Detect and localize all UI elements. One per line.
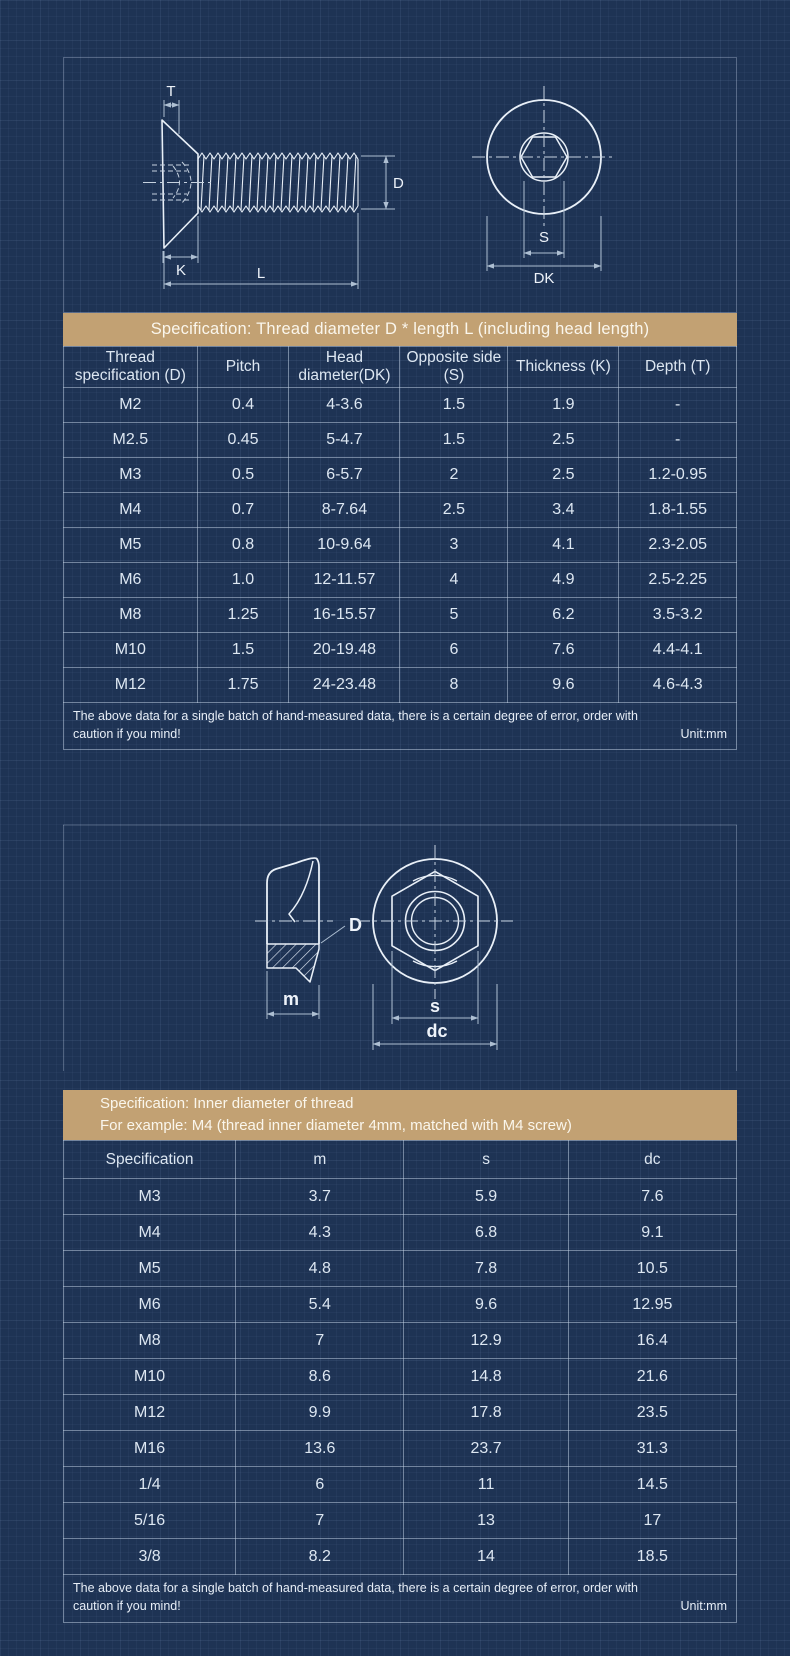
table-cell: 6: [400, 633, 508, 668]
table-cell: 4.1: [508, 528, 619, 563]
table-cell: 16.4: [568, 1323, 736, 1359]
screw-spec-table: [63, 346, 737, 703]
table-cell: 12.95: [568, 1287, 736, 1323]
column-header: Thickness (K): [508, 347, 619, 388]
table-cell: M3: [64, 1179, 236, 1215]
table-cell: 3/8: [64, 1539, 236, 1575]
table-cell: 23.5: [568, 1395, 736, 1431]
table-cell: 16-15.57: [289, 598, 400, 633]
table-row: [64, 1395, 737, 1431]
table-row: [64, 633, 737, 668]
table-row: [64, 423, 737, 458]
table-cell: 2.5: [508, 423, 619, 458]
table-cell: 9.6: [404, 1287, 568, 1323]
table-cell: 0.4: [197, 388, 289, 423]
nut-side-view: [267, 858, 319, 982]
table-header-row: [64, 347, 737, 388]
nut-spec-table: [63, 1140, 737, 1575]
table-header-row: [64, 1141, 737, 1179]
table-cell: 0.8: [197, 528, 289, 563]
nut-front-centerlines: [357, 845, 513, 999]
table-cell: 1.25: [197, 598, 289, 633]
table-cell: 13.6: [236, 1431, 404, 1467]
table-row: [64, 493, 737, 528]
screw-table-note: [63, 703, 737, 750]
table-cell: 14: [404, 1539, 568, 1575]
table-cell: 2: [400, 458, 508, 493]
table-cell: 1.5: [400, 388, 508, 423]
table-cell: M16: [64, 1431, 236, 1467]
table-cell: M6: [64, 563, 198, 598]
table-cell: -: [619, 388, 737, 423]
spec-header-nut-line1: Specification: Inner diameter of thread: [100, 1095, 354, 1113]
table-row: [64, 1503, 737, 1539]
screw-drawing-frame: [63, 57, 737, 313]
table-cell: 3.4: [508, 493, 619, 528]
table-cell: 6.2: [508, 598, 619, 633]
table-cell: 4.6-4.3: [619, 668, 737, 703]
table-cell: M4: [64, 1215, 236, 1251]
table-cell: M3: [64, 458, 198, 493]
table-cell: 12.9: [404, 1323, 568, 1359]
table-cell: 2.5: [508, 458, 619, 493]
table-cell: 1.5: [400, 423, 508, 458]
table-cell: 2.3-2.05: [619, 528, 737, 563]
table-cell: 1.75: [197, 668, 289, 703]
table-cell: M4: [64, 493, 198, 528]
table-cell: 3.7: [236, 1179, 404, 1215]
table-cell: 1/4: [64, 1467, 236, 1503]
section-frame-lines: [63, 825, 737, 1071]
table-cell: 1.0: [197, 563, 289, 598]
table-cell: 10.5: [568, 1251, 736, 1287]
table-cell: 4.3: [236, 1215, 404, 1251]
table-cell: 7.6: [508, 633, 619, 668]
dim-label-D-nut: D: [349, 915, 362, 936]
table-cell: 2.5: [400, 493, 508, 528]
table-cell: 7.6: [568, 1179, 736, 1215]
dim-label-m: m: [282, 989, 300, 1010]
column-header: Pitch: [197, 347, 289, 388]
table-row: [64, 1251, 737, 1287]
dim-label-K: K: [175, 262, 187, 279]
table-row: [64, 1431, 737, 1467]
table-row: [64, 388, 737, 423]
table-cell: 5/16: [64, 1503, 236, 1539]
table-cell: 17.8: [404, 1395, 568, 1431]
screw-drawing: [64, 58, 738, 312]
table-row: [64, 668, 737, 703]
table-cell: 18.5: [568, 1539, 736, 1575]
table-cell: M8: [64, 1323, 236, 1359]
table-cell: 8.2: [236, 1539, 404, 1575]
table-cell: 8-7.64: [289, 493, 400, 528]
table-cell: 12-11.57: [289, 563, 400, 598]
table-cell: -: [619, 423, 737, 458]
table-cell: 4.8: [236, 1251, 404, 1287]
screw-front-centerlines: [472, 86, 616, 230]
table-cell: 13: [404, 1503, 568, 1539]
table-cell: 0.7: [197, 493, 289, 528]
dim-label-T: T: [166, 83, 176, 100]
column-header: Thread specification (D): [64, 347, 198, 388]
table-cell: 3: [400, 528, 508, 563]
table-cell: 0.45: [197, 423, 289, 458]
table-cell: 5.9: [404, 1179, 568, 1215]
table-cell: 9.9: [236, 1395, 404, 1431]
dim-label-D: D: [393, 175, 404, 192]
column-header: Specification: [64, 1141, 236, 1179]
table-cell: 9.6: [508, 668, 619, 703]
table-cell: 6.8: [404, 1215, 568, 1251]
table-cell: M12: [64, 1395, 236, 1431]
table-cell: 7.8: [404, 1251, 568, 1287]
table-cell: 7: [236, 1503, 404, 1539]
table-cell: 2.5-2.25: [619, 563, 737, 598]
spec-header-nut: [63, 1090, 737, 1140]
table-cell: 14.5: [568, 1467, 736, 1503]
table-cell: M2.5: [64, 423, 198, 458]
column-header: Opposite side (S): [400, 347, 508, 388]
table-row: [64, 1215, 737, 1251]
dim-label-DK: DK: [533, 270, 555, 287]
table-row: [64, 563, 737, 598]
table-cell: M12: [64, 668, 198, 703]
table-row: [64, 598, 737, 633]
table-cell: 5-4.7: [289, 423, 400, 458]
table-cell: 5: [400, 598, 508, 633]
table-cell: 1.2-0.95: [619, 458, 737, 493]
note-text: The above data for a single batch of hand-measured data, there is a certain degree of error, order with caution if you mind!: [73, 1581, 638, 1614]
table-cell: 8.6: [236, 1359, 404, 1395]
table-cell: 9.1: [568, 1215, 736, 1251]
column-header: Depth (T): [619, 347, 737, 388]
note-text: The above data for a single batch of hand-measured data, there is a certain degree of error, order with caution if you mind!: [73, 709, 638, 742]
spec-header-nut-line2: For example: M4 (thread inner diameter 4mm, matched with M4 screw): [100, 1117, 572, 1135]
table-cell: 24-23.48: [289, 668, 400, 703]
table-cell: 7: [236, 1323, 404, 1359]
table-cell: M5: [64, 1251, 236, 1287]
column-header: Head diameter(DK): [289, 347, 400, 388]
table-cell: 8: [400, 668, 508, 703]
table-row: [64, 1179, 737, 1215]
unit-label: Unit:mm: [680, 727, 727, 742]
table-cell: M5: [64, 528, 198, 563]
unit-label: Unit:mm: [680, 1599, 727, 1614]
table-cell: 0.5: [197, 458, 289, 493]
dim-label-L: L: [256, 265, 266, 282]
spec-header-screw: Specification: Thread diameter D * length L (including head length): [63, 313, 737, 346]
table-row: [64, 1359, 737, 1395]
table-cell: M10: [64, 1359, 236, 1395]
table-cell: 31.3: [568, 1431, 736, 1467]
column-header: s: [404, 1141, 568, 1179]
table-cell: 5.4: [236, 1287, 404, 1323]
table-cell: 1.5: [197, 633, 289, 668]
table-cell: 3.5-3.2: [619, 598, 737, 633]
table-cell: 20-19.48: [289, 633, 400, 668]
dim-label-dc: dc: [426, 1021, 448, 1042]
nut-drawing: [63, 771, 737, 1071]
table-cell: 23.7: [404, 1431, 568, 1467]
table-row: [64, 1467, 737, 1503]
table-cell: 4-3.6: [289, 388, 400, 423]
dim-label-S: S: [538, 229, 550, 246]
table-cell: M2: [64, 388, 198, 423]
table-cell: 4.9: [508, 563, 619, 598]
spec-sheet: [63, 0, 737, 1623]
table-row: [64, 458, 737, 493]
table-row: [64, 1323, 737, 1359]
table-cell: 4.4-4.1: [619, 633, 737, 668]
table-row: [64, 1287, 737, 1323]
dim-label-s: s: [429, 996, 441, 1017]
table-cell: 6: [236, 1467, 404, 1503]
column-header: m: [236, 1141, 404, 1179]
table-cell: 14.8: [404, 1359, 568, 1395]
table-cell: 10-9.64: [289, 528, 400, 563]
table-cell: M6: [64, 1287, 236, 1323]
table-cell: 1.9: [508, 388, 619, 423]
table-cell: M10: [64, 633, 198, 668]
table-cell: 21.6: [568, 1359, 736, 1395]
column-header: dc: [568, 1141, 736, 1179]
table-cell: 11: [404, 1467, 568, 1503]
table-cell: M8: [64, 598, 198, 633]
table-cell: 6-5.7: [289, 458, 400, 493]
table-row: [64, 528, 737, 563]
nut-table-note: [63, 1575, 737, 1622]
table-cell: 4: [400, 563, 508, 598]
table-cell: 1.8-1.55: [619, 493, 737, 528]
table-row: [64, 1539, 737, 1575]
table-cell: 17: [568, 1503, 736, 1539]
